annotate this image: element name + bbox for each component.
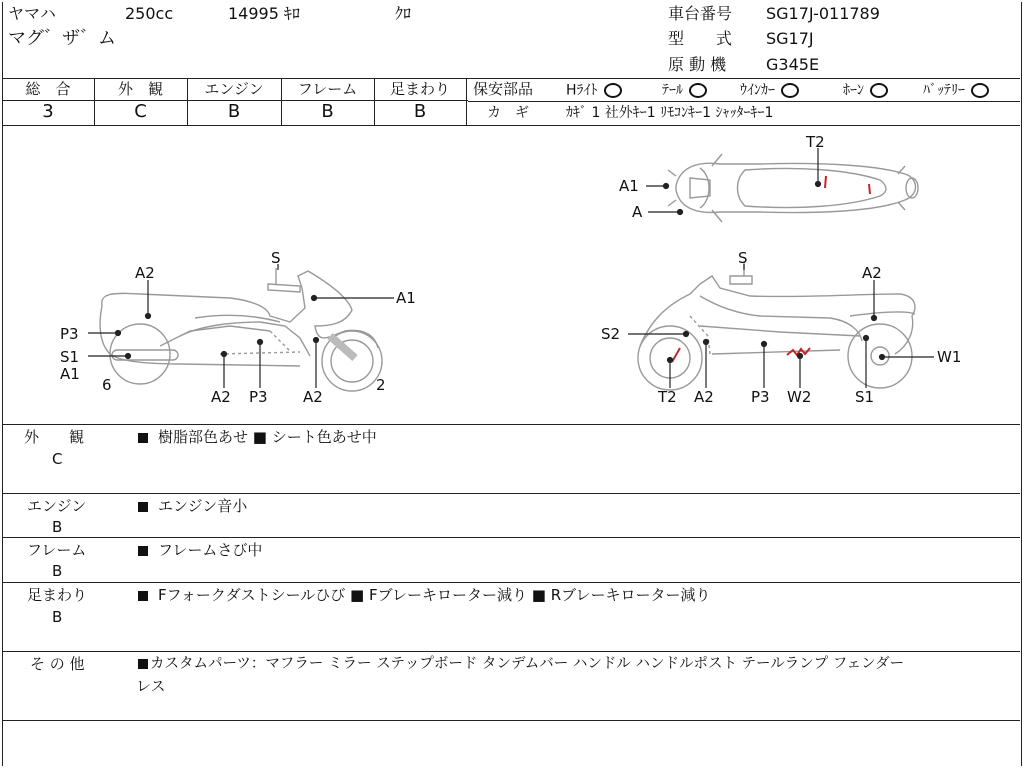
label-left-a2c: A2 [303, 388, 323, 406]
label-left-a2b: A2 [211, 388, 231, 406]
grade-value-exterior: C [134, 101, 147, 122]
type-value: SG17J [766, 29, 814, 48]
label-right-w1: W1 [937, 348, 962, 366]
note-text-suspension: Fフォークダストシールひび ■ Fブレーキローター減り ■ Rブレーキローター減り [138, 588, 711, 603]
ok-circle-icon [870, 83, 888, 98]
frame-no-label: 車台番号 [668, 4, 733, 23]
label-left-s1: S1 [60, 348, 80, 366]
label-left-a2: A2 [135, 264, 155, 282]
note-text-engine: エンジン音小 [138, 499, 247, 514]
keys-value: ｶｷﾞ 1 社外ｷｰ1 ﾘﾓｺﾝｷｰ1 ｼｬｯﾀｰｷｰ1 [566, 105, 774, 121]
note-label-frame: フレーム [27, 541, 87, 559]
scooter-left-view [100, 268, 382, 391]
ok-circle-icon [689, 83, 707, 98]
engine-value: G345E [766, 55, 820, 74]
divider [2, 493, 1020, 494]
label-right-s1: S1 [855, 388, 875, 406]
color: ｸﾛ [395, 4, 412, 23]
note-label-exterior: 外 観 [24, 428, 85, 446]
grade-label-suspension: 足まわり [389, 80, 450, 98]
label-top-a1: A1 [619, 177, 639, 195]
note-label-engine: エンジン [27, 497, 87, 515]
grade-value-suspension: B [413, 101, 427, 122]
safety-item-battery: ﾊﾞｯﾃﾘｰ [923, 83, 989, 98]
divider [2, 651, 1020, 652]
model-name: マグ゛ザ゛ム [8, 28, 116, 49]
label-right-w2: W2 [787, 388, 812, 406]
grade-value-engine: B [227, 101, 241, 122]
label-left-s: S [271, 249, 281, 267]
type-label: 型 式 [668, 29, 733, 48]
grade-value-overall: 3 [42, 101, 54, 122]
note-grade-frame: B [52, 562, 63, 580]
ok-circle-icon [971, 83, 989, 98]
scooter-top-view [668, 154, 918, 222]
engine-label: 原 動 機 [668, 55, 727, 74]
safety-item-headlight: Hﾗｲﾄ [566, 83, 622, 98]
label-left-6: 6 [102, 376, 112, 394]
note-grade-engine: B [52, 518, 63, 536]
label-right-s: S [738, 249, 748, 267]
bullet-square-icon [138, 433, 148, 443]
label-right-a2: A2 [862, 264, 882, 282]
label-left-p3b: P3 [249, 388, 268, 406]
damage-diagram [0, 126, 1024, 424]
divider [2, 78, 1020, 79]
divider [466, 78, 467, 125]
label-right-a2b: A2 [694, 388, 714, 406]
ok-circle-icon [781, 83, 799, 98]
displacement: 250cc [125, 4, 174, 23]
safety-item-tail: ﾃｰﾙ [662, 83, 707, 98]
note-grade-exterior: C [52, 450, 63, 468]
label-left-a1b: A1 [60, 365, 80, 383]
label-left-2: 2 [376, 376, 386, 394]
label-top-a: A [632, 203, 643, 221]
bullet-square-icon [138, 546, 148, 556]
note-text-frame: フレームさび中 [138, 543, 262, 558]
safety-label: 保安部品 [473, 80, 534, 98]
frame-no: SG17J-011789 [766, 4, 880, 23]
bullet-square-icon [138, 659, 148, 669]
note-text-exterior: 樹脂部色あせ ■ シート色あせ中 [138, 430, 377, 445]
note-text-other: カスタムパーツ：マフラー ミラー ステップボード タンデムバー ハンドル ハンドルポスト テールランプ フェンダー [138, 657, 904, 672]
safety-item-winker: ｳｲﾝｶｰ [740, 83, 799, 98]
divider [2, 424, 1020, 425]
label-right-t2: T2 [658, 388, 677, 406]
grade-value-frame: B [321, 101, 334, 122]
safety-item-horn: ﾎｰﾝ [843, 83, 888, 98]
mileage: 14995 ｷﾛ [228, 4, 300, 23]
ok-circle-icon [604, 83, 622, 98]
note-grade-suspension: B [52, 608, 63, 626]
keys-label: カ ギ [487, 105, 529, 121]
label-left-p3: P3 [60, 325, 79, 343]
label-right-s2: S2 [601, 325, 621, 343]
label-left-a1: A1 [396, 289, 416, 307]
note-label-suspension: 足まわり [27, 586, 88, 604]
maker: ヤマハ [8, 4, 56, 23]
grade-label-engine: エンジン [204, 80, 264, 98]
grade-label-frame: フレーム [297, 80, 358, 98]
divider [2, 720, 1020, 721]
label-right-p3: P3 [751, 388, 770, 406]
label-top-t2: T2 [806, 133, 825, 151]
bullet-square-icon [138, 591, 148, 601]
bullet-square-icon [138, 502, 148, 512]
grade-label-overall: 総 合 [25, 80, 71, 98]
note-label-other: そ の 他 [30, 655, 85, 673]
grade-label-exterior: 外 観 [117, 80, 163, 98]
divider [468, 101, 1020, 102]
note-text-other-cont: レス [136, 677, 166, 695]
divider [2, 537, 1020, 538]
divider [2, 582, 1020, 583]
